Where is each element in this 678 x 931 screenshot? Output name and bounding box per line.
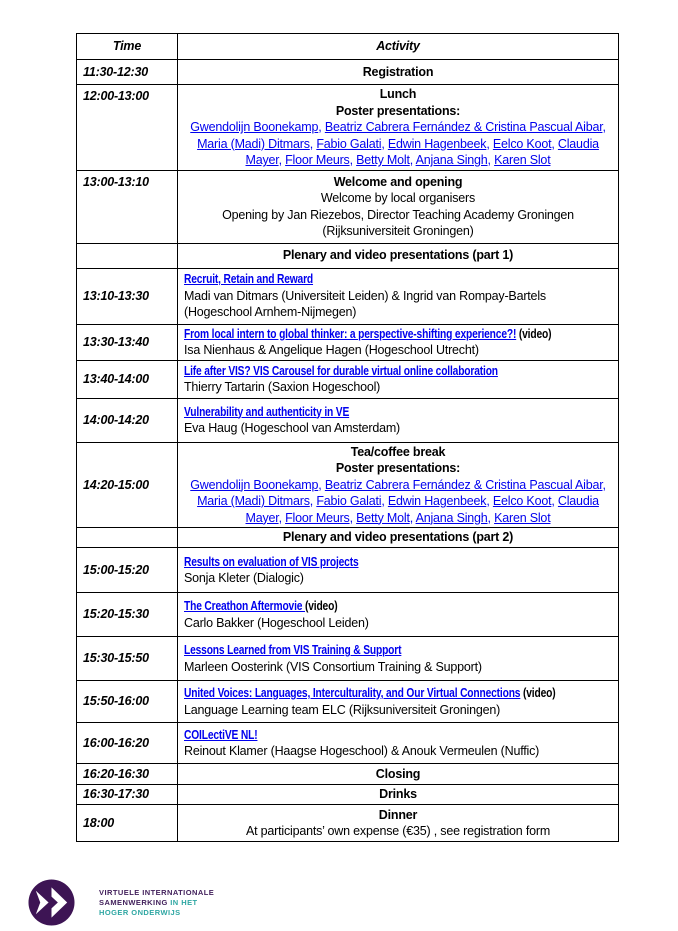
time-cell: 15:20-15:30 — [77, 593, 178, 637]
activity-cell — [178, 637, 619, 681]
talk-speaker: Language Learning team ELC (Rijksuniversiteit Groningen) — [184, 702, 501, 717]
talk-title-link[interactable]: Life after VIS? VIS Carousel for durable virtual online collaboration — [184, 363, 498, 378]
talk-title-line — [184, 271, 535, 288]
talk-title-line — [184, 642, 535, 659]
time-cell: 15:50-16:00 — [77, 681, 178, 723]
activity-cell — [178, 785, 619, 805]
schedule-row — [77, 324, 619, 360]
presenter-link[interactable]: Floor Meurs — [285, 510, 350, 525]
activity-cell — [178, 170, 619, 243]
presenter-separator: , — [278, 510, 286, 525]
schedule-row — [77, 723, 619, 764]
presenter-separator: , — [309, 494, 317, 508]
presenter-link[interactable]: Fabio Galati — [316, 494, 382, 508]
presenter-separator: , — [409, 153, 416, 167]
column-header-activity: Activity — [178, 34, 619, 60]
talk-speaker: Reinout Klamer (Haagse Hogeschool) & Anouk Vermeulen (Nuffic) — [184, 744, 540, 758]
talk-title-line — [184, 727, 535, 744]
talk-title-link[interactable]: Results on evaluation of VIS projects — [184, 554, 359, 569]
activity-line: Closing — [375, 766, 421, 781]
talk-speaker: Madi van Ditmars (Universiteit Leiden) & Ingrid van Rompay-Bartels (Hogeschool Arnhem-Nijmegen) — [184, 288, 546, 320]
presenter-separator: , — [409, 510, 416, 525]
logo-line-1: VIRTUELE INTERNATIONALE — [99, 887, 215, 897]
activity-line: Drinks — [379, 787, 417, 802]
presenter-separator: , — [309, 136, 317, 151]
table-header-row — [77, 34, 619, 60]
activity-cell — [178, 85, 619, 171]
presenter-link[interactable]: Beatriz Cabrera Fernández & Cristina Pascual Aibar — [324, 120, 603, 134]
talk-speaker: Thierry Tartarin (Saxion Hogeschool) — [184, 380, 381, 394]
poster-presenters — [184, 477, 612, 527]
presenter-link[interactable]: Betty Molt — [356, 510, 410, 525]
time-cell: 14:00-14:20 — [77, 398, 178, 442]
talk-speaker: Sonja Kleter (Dialogic) — [184, 571, 304, 585]
activity-line: Plenary and video presentations (part 1) — [282, 248, 514, 263]
presenter-link[interactable]: Eelco Koot — [492, 136, 552, 151]
presenter-separator: , — [318, 477, 325, 492]
activity-line: Poster presentations: — [335, 103, 461, 118]
activity-cell — [178, 681, 619, 723]
schedule-row — [77, 85, 619, 171]
logo-line-2-purple: SAMENWERKING — [99, 897, 168, 907]
presenter-link[interactable]: Anjana Singh — [415, 510, 488, 525]
talk-speaker: Marleen Oosterink (VIS Consortium Training & Support) — [184, 659, 482, 674]
presenter-separator: , — [602, 120, 606, 134]
presenter-link[interactable]: Betty Molt — [356, 153, 410, 167]
activity-cell — [178, 805, 619, 842]
time-cell: 11:30-12:30 — [77, 60, 178, 85]
schedule-row — [77, 60, 619, 85]
activity-line: Registration — [362, 64, 434, 79]
schedule-body — [77, 60, 619, 842]
presenter-separator: , — [487, 510, 495, 525]
logo-line-2-teal: IN HET — [167, 897, 198, 907]
schedule-row — [77, 785, 619, 805]
talk-title-link[interactable]: From local intern to global thinker: a perspective-shifting experience?! — [184, 326, 517, 341]
presenter-link[interactable]: Eelco Koot — [492, 494, 552, 508]
presenter-separator: , — [551, 494, 558, 508]
logo-line-3: HOGER ONDERWIJS — [99, 907, 181, 917]
activity-cell — [178, 528, 619, 548]
schedule-row — [77, 243, 619, 268]
presenter-link[interactable]: Fabio Galati — [316, 136, 382, 151]
presenter-separator: , — [349, 153, 357, 167]
talk-title-link[interactable]: Recruit, Retain and Reward — [184, 272, 314, 287]
activity-line: Tea/coffee break — [350, 444, 446, 459]
presenter-link[interactable]: Karen Slot — [494, 153, 551, 167]
video-label: (video) — [516, 326, 552, 341]
schedule-row — [77, 805, 619, 842]
activity-line: Poster presentations: — [335, 461, 461, 475]
activity-line: Lunch — [379, 87, 417, 101]
time-cell: 14:20-15:00 — [77, 442, 178, 528]
talk-title-link[interactable]: Vulnerability and authenticity in VE — [184, 404, 350, 419]
logo-line-2 — [99, 898, 214, 908]
time-cell — [77, 243, 178, 268]
presenter-link[interactable]: Beatriz Cabrera Fernández & Cristina Pascual Aibar — [324, 477, 603, 492]
activity-cell — [178, 243, 619, 268]
talk-speaker: Eva Haug (Hogeschool van Amsterdam) — [184, 421, 401, 435]
time-cell: 15:30-15:50 — [77, 637, 178, 681]
schedule-row — [77, 360, 619, 398]
schedule-row — [77, 398, 619, 442]
poster-presenters — [184, 119, 612, 169]
talk-title-line — [184, 598, 535, 615]
schedule-row — [77, 764, 619, 785]
presenter-link[interactable]: Anjana Singh — [415, 153, 488, 167]
activity-cell — [178, 324, 619, 360]
activity-cell — [178, 398, 619, 442]
logo-wordmark — [99, 888, 214, 918]
schedule-row — [77, 548, 619, 593]
double-chevron-right-icon — [28, 879, 75, 926]
time-cell: 16:30-17:30 — [77, 785, 178, 805]
activity-line: Opening by Jan Riezebos, Director Teaching Academy Groningen — [222, 207, 574, 222]
presenter-separator: , — [318, 120, 325, 134]
presenter-separator: , — [381, 494, 388, 508]
presenter-link[interactable]: Maria (Madi) Ditmars — [197, 494, 310, 508]
presenter-link[interactable]: Gwendolijn Boonekamp — [190, 477, 319, 492]
time-cell: 13:00-13:10 — [77, 170, 178, 243]
video-label: (video) — [304, 599, 338, 613]
presenter-link[interactable]: Karen Slot — [494, 510, 551, 525]
activity-line: Welcome by local organisers — [320, 191, 476, 205]
presenter-separator: , — [278, 153, 286, 167]
schedule-row — [77, 637, 619, 681]
activity-cell — [178, 764, 619, 785]
talk-title-line — [184, 685, 556, 702]
schedule-row — [77, 593, 619, 637]
presenter-link[interactable]: Claudia Mayer — [245, 494, 599, 525]
schedule-row — [77, 268, 619, 324]
schedule-row — [77, 528, 619, 548]
presenter-link[interactable]: Edwin Hagenbeek — [387, 494, 487, 508]
activity-cell — [178, 442, 619, 528]
schedule-row — [77, 681, 619, 723]
presenter-separator: , — [486, 494, 493, 508]
activity-line: Plenary and video presentations (part 2) — [282, 530, 514, 545]
activity-cell — [178, 60, 619, 85]
time-cell — [77, 528, 178, 548]
presenter-separator: , — [486, 136, 493, 151]
talk-title-link[interactable]: Lessons Learned from VIS Training & Support — [184, 643, 402, 657]
activity-cell — [178, 548, 619, 593]
activity-line: Dinner — [378, 807, 418, 822]
time-cell: 18:00 — [77, 805, 178, 842]
presenter-separator: , — [349, 510, 357, 525]
time-cell: 13:30-13:40 — [77, 324, 178, 360]
presenter-link[interactable]: Edwin Hagenbeek — [387, 136, 487, 151]
video-label: (video) — [520, 686, 556, 700]
column-header-time: Time — [77, 34, 178, 60]
presenter-link[interactable]: Maria (Madi) Ditmars — [197, 136, 310, 151]
activity-cell — [178, 268, 619, 324]
schedule-row — [77, 442, 619, 528]
talk-title-line — [184, 404, 535, 421]
time-cell: 13:40-14:00 — [77, 360, 178, 398]
talk-title-line — [184, 363, 535, 380]
activity-cell — [178, 593, 619, 637]
time-cell: 12:00-13:00 — [77, 85, 178, 171]
time-cell: 16:00-16:20 — [77, 723, 178, 764]
presenter-separator: , — [551, 136, 558, 151]
talk-title-line — [184, 554, 535, 571]
talk-title-line — [184, 326, 552, 343]
presenter-link[interactable]: Gwendolijn Boonekamp — [190, 120, 319, 134]
talk-title-link[interactable]: United Voices: Languages, Interculturality, and Our Virtual Connections — [184, 686, 521, 700]
activity-line: At participants’ own expense (€35) , see registration form — [245, 824, 551, 838]
activity-line: Welcome and opening — [333, 174, 463, 189]
time-cell: 13:10-13:30 — [77, 268, 178, 324]
presenter-separator: , — [487, 153, 495, 167]
schedule-row — [77, 170, 619, 243]
program-table — [76, 33, 619, 842]
talk-speaker: Isa Nienhaus & Angelique Hagen (Hogeschool Utrecht) — [184, 343, 479, 357]
activity-line: (Rijksuniversiteit Groningen) — [322, 224, 474, 238]
talk-title-link[interactable]: COILectiVE NL! — [184, 727, 258, 742]
time-cell: 15:00-15:20 — [77, 548, 178, 593]
time-cell: 16:20-16:30 — [77, 764, 178, 785]
talk-title-link[interactable]: The Creathon Aftermovie — [184, 599, 305, 613]
activity-cell — [178, 723, 619, 764]
activity-cell — [178, 360, 619, 398]
presenter-link[interactable]: Floor Meurs — [285, 153, 350, 167]
presenter-link[interactable]: Claudia Mayer — [245, 136, 599, 167]
presenter-separator: , — [602, 477, 606, 492]
talk-speaker: Carlo Bakker (Hogeschool Leiden) — [184, 615, 369, 630]
vis-logo — [28, 879, 214, 926]
presenter-separator: , — [381, 136, 388, 151]
